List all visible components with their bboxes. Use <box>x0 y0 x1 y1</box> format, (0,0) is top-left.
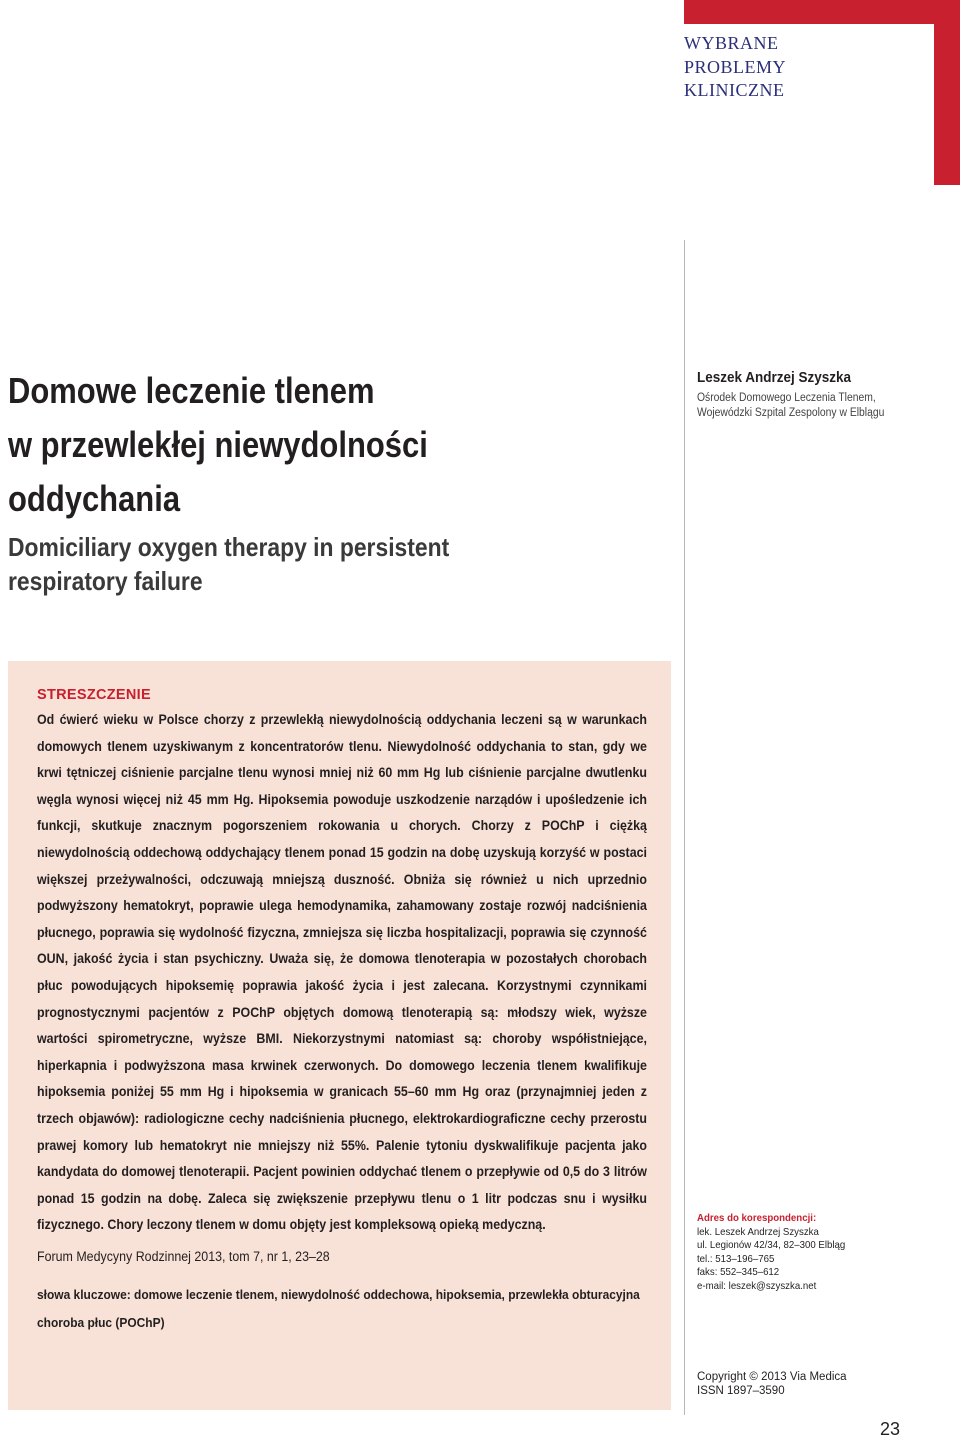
issn-line: ISSN 1897–3590 <box>697 1385 785 1397</box>
section-tag <box>684 32 924 103</box>
author-affiliation <box>697 391 931 421</box>
correspondence-heading: Adres do korespondencji: <box>697 1212 817 1224</box>
correspondence-line: faks: 552–345–612 <box>697 1266 780 1278</box>
citation: Forum Medycyny Rodzinnej 2013, tom 7, nr 1, 23–28 <box>37 1248 330 1264</box>
affiliation-line: Ośrodek Domowego Leczenia Tlenem, <box>697 392 876 404</box>
copyright-line: Copyright © 2013 Via Medica <box>697 1371 847 1383</box>
red-corner-band <box>684 0 960 24</box>
page-number: 23 <box>880 1419 901 1439</box>
abstract-content <box>37 685 647 1337</box>
author-block <box>697 368 957 421</box>
title-english-line: Domiciliary oxygen therapy in persistent <box>8 532 450 562</box>
correspondence-email: e-mail: leszek@szyszka.net <box>697 1279 817 1292</box>
title-polish-line: oddychania <box>8 478 181 519</box>
red-side-bar <box>934 0 960 185</box>
title-polish-line: Domowe leczenie tlenem <box>8 370 375 411</box>
correspondence-line: tel.: 513–196–765 <box>697 1252 775 1265</box>
title-english <box>8 530 536 598</box>
abstract-heading: STRESZCZENIE <box>37 687 151 703</box>
affiliation-line: Wojewódzki Szpital Zespolony w Elblągu <box>697 407 885 419</box>
title-english-line: respiratory failure <box>8 566 203 596</box>
keywords: słowa kluczowe: domowe leczenie tlenem, niewydolność oddechowa, hipoksemia, przewlekła obturacyjna choroba płuc (POChP) <box>37 1286 640 1330</box>
copyright-block <box>697 1370 947 1398</box>
title-polish <box>8 364 524 526</box>
section-tag-line: PROBLEMY <box>684 56 787 77</box>
title-polish-line: w przewlekłej niewydolności <box>8 424 428 465</box>
correspondence-block <box>697 1212 947 1293</box>
abstract-text: Od ćwierć wieku w Polsce chorzy z przewlekłą niewydolnością oddychania leczeni są w warunkach domowych tlenem uzyskiwanym z koncentratorów tlenu. Niewydolność oddychania to stan, gdy we krwi tętniczej ciśnienie parcjalne tlenu wynosi mniej niż 60 mm Hg lub ciśnienie parcjalne dwutlenku węgla wynosi więcej niż 45 mm Hg. Hipoksemia powoduje uszkodzenie narządów i upośledzenie ich funkcji, skutkuje znacznym pogorszeniem rokowania u chorych. Chorzy z POChP i ciężką niewydolnością oddechową oddychający tlenem ponad 15 godzin na dobę uzyskują korzyść w postaci większej przeżywalności, odczuwają mniejszą duszność. Obniża się również u nich uprzednio podwyższony hematokryt, poprawie ulega hemodynamika, zahamowany zostaje rozwój nadciśnienia płucnego, poprawia się wydolność fizyczna, zmniejsza się liczba hospitalizacji, poprawia się czynność OUN, jakość życia i stan psychiczny. Uważa się, że domowa tlenoterapia w pozostałych chorobach płuc powodujących hipoksemię poprawia jakość życia i jest zalecana. Korzystnymi czynnikami prognostycznymi pacjentów z POChP objętych domową tlenoterapią są: młodszy wiek, wyższe wartości spirometryczne, wyższe BMI. Niekorzystnymi natomiast są: choroby współistniejące, hiperkapnia i podwyższona masa krwinek czerwonych. Do domowego leczenia tlenem kwalifikuje hipoksemia poniżej 55 mm Hg i hipoksemia w granicach 55–60 mm Hg oraz (przynajmniej jeden z trzech objawów): radiologiczne cechy nadciśnienia płucnego, elektrokardiograficzne cechy przerostu prawej komory lub hematokryt nie mniejszy niż 55%. Palenie tytoniu dyskwalifikuje pacjenta jako kandydata do domowej tlenoterapii. Pacjent powinien oddychać tlenem o przepływie od 0,5 do 3 litrów ponad 15 godzin na dobę. Zaleca się zwiększenie przepływu tlenu o 1 litr podczas snu i wysiłku fizycznego. Chory leczony tlenem w domu objęty jest kompleksową opieką medyczną. <box>37 712 647 1233</box>
section-tag-line: KLINICZNE <box>684 80 785 100</box>
column-divider <box>684 240 685 1415</box>
section-tag-line: WYBRANE <box>684 33 779 53</box>
correspondence-line: lek. Leszek Andrzej Szyszka <box>697 1225 819 1238</box>
author-name: Leszek Andrzej Szyszka <box>697 369 852 386</box>
correspondence-line: ul. Legionów 42/34, 82–300 Elbląg <box>697 1239 846 1251</box>
abstract-box <box>8 661 671 1410</box>
